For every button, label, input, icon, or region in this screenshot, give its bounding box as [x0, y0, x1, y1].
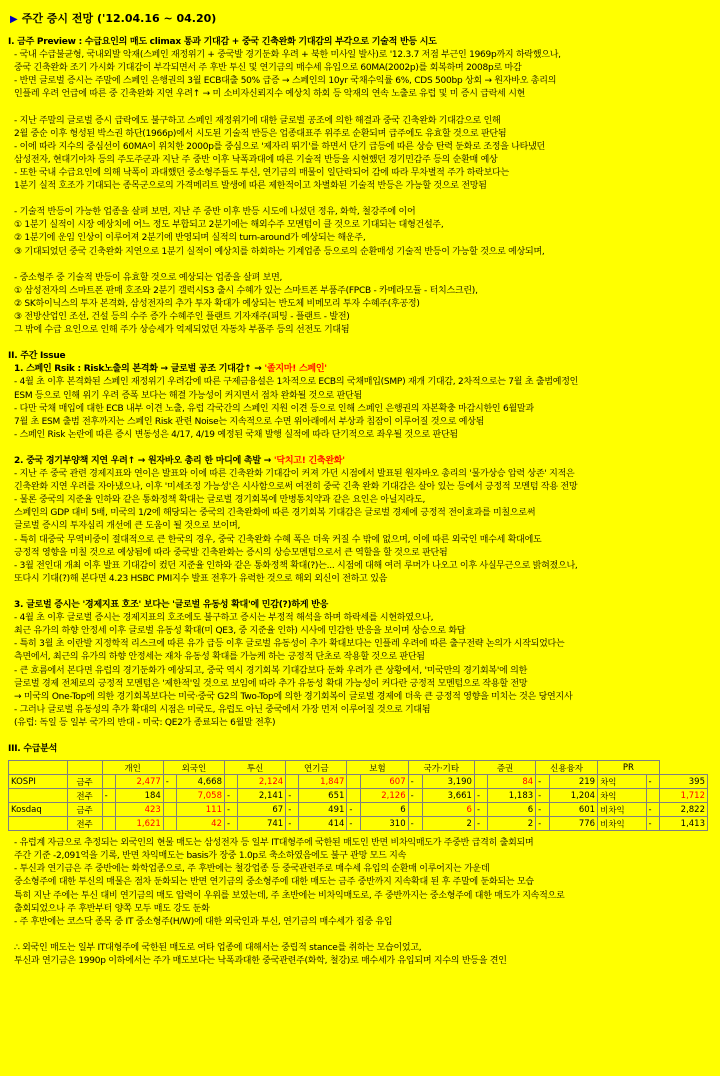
- issue-1-quote: '졸지마! 스페인': [264, 364, 327, 375]
- table-cell: 1,847: [299, 775, 347, 789]
- table-cell: -: [408, 775, 422, 789]
- table-cell: 84: [488, 775, 536, 789]
- text-line: 글로벌 증시의 투자심리 개선에 큰 도움이 될 것으로 보이며,: [14, 521, 241, 532]
- text-line: - 기술적 반등이 가능한 업종을 살펴 보면, 지난 주 중반 이후 반등 시도에 나섰던 정유, 화학, 철강주에 이어: [14, 207, 416, 218]
- table-cell: 개인: [102, 761, 163, 775]
- text-line: - 스페인 Risk 논란에 따른 증시 변동성은 4/17, 4/19 예정된 국채 발행 실적에 따라 단기적으로 좌우될 것으로 판단됨: [14, 429, 458, 440]
- table-cell: [286, 775, 299, 789]
- table-cell: -: [536, 775, 549, 789]
- table-cell: [163, 803, 176, 817]
- table-cell: -: [646, 803, 659, 817]
- table-cell: [163, 789, 176, 803]
- table-cell: 67: [238, 803, 286, 817]
- table-cell: 310: [360, 817, 408, 831]
- issue-1-title: 1. 스페인 Rsik : Risk노출의 본격화 → 글로벌 공조 기대감↑ → '졸지마! 스페인': [14, 364, 327, 375]
- text-line: 인플레 우려 언급에 따른 중 긴축완화 지연 우려↑ → 미 소비자신뢰지수 예상치 하회 등 악재의 연속 노출로 유럽 및 미 증시 급락세 시현: [14, 89, 526, 100]
- text-line: ② 1분기에 운임 인상이 이루어져 2분기에 반영되며 실적의 turn-around가 예상되는 해운주,: [14, 233, 366, 244]
- text-line: - 유럽계 자금으로 추정되는 외국인의 현물 매도는 삼성전자 등 일부 IT대형주에 국한된 매도인 반면 비차익매도가 주중반 급격히 출회되며: [14, 838, 534, 849]
- table-cell: 219: [549, 775, 598, 789]
- table-cell: -: [225, 803, 238, 817]
- text-line: ① 삼성전자의 스마트폰 판매 호조와 2분기 갤럭시S3 출시 수혜가 있는 스마트폰 부품주(FPCB - 카메라모듈 - 터치스크린),: [14, 285, 478, 296]
- table-cell: 111: [177, 803, 225, 817]
- text-line: 7월 초 ESM 출범 전후까지는 스페인 Risk 관련 Noise는 지속적으로 수면 위아래에서 부상과 침잠이 이루어질 것으로 예상됨: [14, 416, 485, 427]
- text-line: - 그러나 글로벌 유동성의 추가 확대의 시점은 미국도, 유럽도 아닌 중국에서 가장 먼저 이루어질 것으로 기대됨: [14, 704, 431, 715]
- table-cell: 776: [549, 817, 598, 831]
- table-cell: 1,712: [659, 789, 707, 803]
- table-cell: -: [163, 775, 176, 789]
- table-cell: [9, 789, 68, 803]
- table-cell: 2,126: [360, 789, 408, 803]
- text-line: - 3월 전인대 개최 이후 발표 기대감이 컸던 지준율 인하와 같은 통화정책 확대(?)는... 시점에 대해 여러 루머가 나오고 이후 사실무근으로 밝혀졌으나,: [14, 560, 578, 571]
- section-2-header: II. 주간 Issue: [8, 351, 66, 362]
- table-cell: -: [286, 817, 299, 831]
- table-cell: 6: [360, 803, 408, 817]
- text-line: 그 밖에 수급 요인으로 인해 주가 상승세가 억제되었던 자동차 부품주 등의 선전도 기대됨: [14, 325, 350, 336]
- text-line: [8, 259, 710, 272]
- table-cell: [102, 803, 115, 817]
- table-cell: [347, 775, 360, 789]
- table-cell: 491: [299, 803, 347, 817]
- table-row: [9, 817, 708, 831]
- table-header-row: [9, 761, 708, 775]
- text-line: - 주 후반에는 코스닥 종목 중 IT 중소형주(H/W)에 대한 외국인과 투신, 연기금의 매수세가 집중 유입: [14, 916, 393, 927]
- table-cell: [9, 761, 68, 775]
- text-line: → 미국의 One-Top에 의한 경기회복보다는 미국·중국 G2의 Two-Top에 의한 경기회복이 글로벌 경제에 더욱 큰 긍정적 영향을 미치는 것은 당연지사: [14, 691, 573, 702]
- table-cell: 차익: [598, 775, 646, 789]
- table-cell: 2,822: [659, 803, 707, 817]
- table-cell: 2: [422, 817, 474, 831]
- text-line: 중국 긴축완화 조기 가시화 기대감이 부각되면서 주 후반 투신 및 연기금의 매수세 유입으로 60MA(2002p)를 회복하며 2008p로 마감: [14, 63, 522, 74]
- table-cell: 금주: [67, 803, 102, 817]
- text-line: ① 1분기 실적이 시장 예상치에 어느 정도 부합되고 2분기에는 해외수주 모멘텀이 클 것으로 기대되는 대형건설주,: [14, 220, 444, 231]
- issue-2-body: [8, 468, 710, 586]
- issue-3-body: [8, 612, 710, 730]
- text-line: - 지난 주말의 글로벌 증시 급락에도 불구하고 스페인 재정위기에 대한 글로벌 공조에 의한 해결과 중국 긴축완화 기대감으로 인해: [14, 115, 501, 126]
- table-cell: 2,124: [238, 775, 286, 789]
- text-line: 측면에서, 최근의 유가의 하향 안정세는 재차 유동성 확대를 가능케 하는 긍정적 단초로 작용할 것으로 판단됨: [14, 652, 425, 663]
- table-cell: -: [474, 789, 487, 803]
- text-line: 삼성전자, 현대기아차 등의 주도주군과 지난 주 중반 이후 낙폭과대에 따른 기술적 반등을 시현했던 경기민감주 등의 순환매 예상: [14, 154, 498, 165]
- table-cell: 1,204: [549, 789, 598, 803]
- text-line: - 특히 3월 초 이란발 지정학적 리스크에 따른 유가 급등 이후 글로벌 유동성이 추가 확대보다는 인플레 우려에 따른 출구전략 논의가 시작되었다는: [14, 639, 565, 650]
- text-line: - 투신과 연기금은 주 중반에는 화학업종으로, 주 후반에는 철강업종 등 중국관련주로 매수세 유입의 순환매 이루어지는 가운데: [14, 864, 490, 875]
- text-line: 주간 기준 -2,091억을 기록, 반면 차익매도는 basis가 장중 1.0p로 축소하였음에도 불구 관망 모드 지속: [14, 851, 407, 862]
- table-cell: 3,190: [422, 775, 474, 789]
- table-cell: [163, 817, 176, 831]
- table-cell: 42: [177, 817, 225, 831]
- table-cell: 395: [659, 775, 707, 789]
- text-line: - 국내 수급불균형, 국내외발 악재(스페인 재정위기 + 중국발 경기둔화 우려 + 북한 미사일 발사)로 '12.3.7 저점 부근인 1969p까지 하락했으나,: [14, 50, 561, 61]
- text-line: 또다시 기대(?)해 본다면 4.23 HSBC PMI지수 발표 전후가 유력한 것으로 해외 외신이 전하고 있음: [14, 573, 388, 584]
- table-cell: -: [102, 789, 115, 803]
- table-cell: 7,058: [177, 789, 225, 803]
- table-cell: 601: [549, 803, 598, 817]
- table-cell: -: [225, 789, 238, 803]
- text-line: 스페인의 GDP 대비 5배, 미국의 1/2에 해당되는 중국의 긴축완화에 따른 경기회복 기대감은 글로벌 경제에 긍정적 전이효과를 미칠으로써: [14, 508, 536, 519]
- table-cell: -: [646, 817, 659, 831]
- table-cell: -: [408, 789, 422, 803]
- table-cell: KOSPI: [9, 775, 68, 789]
- table-cell: 184: [115, 789, 163, 803]
- text-line: [8, 193, 710, 206]
- triangle-right-icon: ▶: [10, 14, 18, 25]
- table-cell: -: [286, 789, 299, 803]
- table-cell: 증권: [474, 761, 535, 775]
- text-line: ② SK하이닉스의 투자 본격화, 삼성전자의 추가 투자 확대가 예상되는 반도체 비메모리 투자 수혜주(후공정): [14, 298, 420, 309]
- table-cell: [646, 789, 659, 803]
- table-cell: [474, 775, 487, 789]
- section-1-body: [8, 49, 710, 337]
- table-cell: [102, 775, 115, 789]
- text-line: - 물론 중국의 지준율 인하와 같은 통화정책 확대는 글로벌 경기회복에 만병통치약과 같은 요인은 아닐지라도,: [14, 495, 426, 506]
- text-line: - 4월 초 이후 본격화된 스페인 재정위기 우려감에 따른 구제금융설은 1차적으로 ECB의 국채매입(SMP) 재개 기대감, 2차적으로는 7월 초 출범예정인: [14, 377, 579, 388]
- table-cell: 414: [299, 817, 347, 831]
- table-cell: Kosdaq: [9, 803, 68, 817]
- table-cell: 2,477: [115, 775, 163, 789]
- text-line: - 반면 글로벌 증시는 주말에 스페인 은행권의 3월 ECB대출 50% 급증 → 스페인의 10yr 국채수익률 6%, CDS 500bp 상회 → 원자바오 총리의: [14, 76, 557, 87]
- table-cell: 전주: [67, 817, 102, 831]
- text-line: (유럽: 독일 등 일부 국가의 반대 - 미국: QE2가 종료되는 6월말 전후): [14, 717, 276, 728]
- table-cell: -: [474, 803, 487, 817]
- table-cell: -: [286, 803, 299, 817]
- table-cell: 2,141: [238, 789, 286, 803]
- table-cell: 비차익: [598, 817, 646, 831]
- table-cell: [102, 817, 115, 831]
- table-row: [9, 789, 708, 803]
- text-line: ③ 기대되었던 중국 긴축완화 지연으로 1분기 실적이 예상치를 하회하는 기계업종 등으로의 순환매성 기술적 반등이 가능할 것으로 예상되며,: [14, 246, 545, 257]
- table-cell: -: [225, 817, 238, 831]
- table-cell: 3,661: [422, 789, 474, 803]
- table-cell: 1,413: [659, 817, 707, 831]
- page-title-text: 주간 증시 전망 ('12.04.16 ~ 04.20): [21, 12, 217, 25]
- section-3-header: III. 수급분석: [8, 744, 58, 755]
- table-cell: -: [536, 817, 549, 831]
- table-cell: 741: [238, 817, 286, 831]
- table-cell: 651: [299, 789, 347, 803]
- table-cell: -: [536, 789, 549, 803]
- table-cell: 신용융자: [536, 761, 598, 775]
- issue-2-quote: '닥치고! 긴축완화': [273, 456, 345, 466]
- table-cell: [225, 775, 238, 789]
- text-line: - 중소형주 중 기술적 반등이 유효할 것으로 예상되는 업종을 살펴 보면,: [14, 272, 283, 283]
- table-cell: -: [347, 803, 360, 817]
- table-cell: 보험: [347, 761, 408, 775]
- table-cell: 금주: [67, 775, 102, 789]
- text-line: 중소형주에 대한 투신의 매물은 점차 둔화되는 반면 연기금의 중소형주에 대한 매도는 금주 중반까지 지속확대 된 후 주말에 둔화되는 모습: [14, 877, 534, 888]
- table-cell: 비차익: [598, 803, 646, 817]
- text-line: - 큰 흐름에서 본다면 유럽의 경기둔화가 예상되고, 중국 역시 경기회복 기대감보다 둔화 우려가 큰 상황에서, '미국만의 경기회복'에 의한: [14, 665, 528, 676]
- text-line: - 4월 초 이후 글로벌 증시는 경제지표의 호조에도 불구하고 증시는 부정적 해석을 하며 하락세를 시현하였으나,: [14, 613, 434, 624]
- text-line: 최근 유가의 하향 안정세 이후 글로벌 유동성 확대(미 QE3, 중 지준율 인하) 시사에 민감한 반응을 보이며 상승으로 화답: [14, 626, 466, 637]
- text-line: - 다만 국채 매입에 대한 ECB 내부 이견 노출, 유럽 각국간의 스페인 지원 이견 등으로 인해 스페인 은행권의 자본확충 마감시한인 6월말과: [14, 403, 534, 414]
- table-cell: 6: [488, 803, 536, 817]
- table-row: [9, 775, 708, 789]
- text-line: ③ 전방산업인 조선, 건설 등의 수주 증가 수혜주인 플랜트 기자재주(피팅 - 플랜트 - 발전): [14, 311, 350, 322]
- table-cell: 투신: [225, 761, 286, 775]
- table-cell: [9, 817, 68, 831]
- issue-3-title: 3. 글로벌 증시는 '경제지표 호조' 보다는 '글로벌 유동성 확대'에 민감(?)하게 반응: [14, 600, 329, 611]
- table-cell: -: [536, 803, 549, 817]
- page-title: [10, 10, 710, 26]
- table-cell: 외국인: [163, 761, 224, 775]
- text-line: 출회되었으나 주 후반부터 양쪽 모두 매도 강도 둔화: [14, 903, 210, 914]
- text-line: 1분기 실적 호조가 기대되는 종목군으로의 가격메리트 발생에 따른 제한적이고 차별화된 기술적 반등은 가능할 것으로 전망됨: [14, 181, 487, 192]
- text-line: 글로벌 경제 전체로의 긍정적 모멘텀은 '제한적'일 것으로 보임에 따라 추가 유동성 확대 가능성이 커다란 긍정적 모멘텀으로 작용할 전망: [14, 678, 528, 689]
- supply-demand-table: [8, 760, 708, 831]
- table-cell: 국가·기타: [408, 761, 474, 775]
- table-cell: 차익: [598, 789, 646, 803]
- text-line: - 지난 주 중국 관련 경제지표와 연이은 발표와 이에 따른 긴축완화 기대감이 커져 가던 시점에서 발표된 원자바오 총리의 '물가상승 압력 상존' 지적은: [14, 469, 575, 480]
- text-line: ∴ 외국인 매도는 일부 IT대형주에 국한된 매도로 여타 업종에 대해서는 중립적 stance를 취하는 모습이었고,: [14, 942, 422, 953]
- table-cell: -: [474, 817, 487, 831]
- table-cell: PR: [598, 761, 660, 775]
- text-line: 특히 지난 주에는 투신 대비 연기금의 매도 압력이 우위를 보였는데, 주 초반에는 비차익매도로, 주 중반까지는 중소형주에 대한 매도가 지속적으로: [14, 890, 565, 901]
- table-cell: [347, 789, 360, 803]
- text-line: [8, 101, 710, 114]
- table-cell: -: [646, 775, 659, 789]
- text-line: - 특히 대중국 무역비중이 절대적으로 큰 한국의 경우, 중국 긴축완화 수혜 폭은 더욱 커질 수 밖에 없으며, 이에 따른 외국인 매수세 확대에도: [14, 534, 542, 545]
- table-cell: -: [408, 817, 422, 831]
- issue-2-title: 2. 중국 경기부양책 지연 우려↑ → 원자바오 총리 한 마디에 촉발 → '닥치고! 긴축완화': [14, 456, 345, 466]
- text-line: 긍정적 영향을 미칠 것으로 예상됨에 따라 중국발 긴축완화는 증시의 상승모멘텀으로서 큰 역할을 할 것으로 판단됨: [14, 547, 448, 558]
- table-cell: 전주: [67, 789, 102, 803]
- text-line: 2월 중순 이후 형성된 박스권 하단(1966p)에서 시도된 기술적 반등은 업종대표주 위주로 순환되며 급주에도 유효할 것으로 판단됨: [14, 128, 507, 139]
- table-cell: 423: [115, 803, 163, 817]
- text-line: - 이에 따라 지수의 중심선이 60MA이 위치한 2000p를 중심으로 '제자리 뛰기'를 하면서 단기 급등에 따른 상승 탄력 둔화로 조정을 나타냈던: [14, 141, 545, 152]
- text-line: - 또한 국내 수급요인에 의해 낙폭이 과대했던 중소형주들도 투신, 연기금의 매물이 일단락되어 감에 따라 무차별적 주가 하락보다는: [14, 167, 509, 178]
- table-cell: 연기금: [286, 761, 347, 775]
- text-line: 투신과 연기금은 1990p 이하에서는 주가 매도보다는 낙폭과대한 중국관련주(화학, 철강)로 매수세가 유입되며 지수의 반등을 견인: [14, 956, 507, 966]
- table-cell: 1,183: [488, 789, 536, 803]
- table-cell: 6: [422, 803, 474, 817]
- table-cell: 1,621: [115, 817, 163, 831]
- issue-1-body: [8, 376, 710, 441]
- table-cell: [67, 761, 102, 775]
- table-cell: [408, 803, 422, 817]
- table-row: [9, 803, 708, 817]
- section-3-body: [8, 837, 710, 968]
- table-cell: -: [347, 817, 360, 831]
- text-line: ESM 등으로 인해 위기 우려 증폭 보다는 해결 가능성이 커지면서 점차 완화될 것으로 판단됨: [14, 390, 362, 401]
- table-cell: 2: [488, 817, 536, 831]
- section-1-header: I. 금주 Preview : 수급요인의 매도 climax 통과 기대감 + 중국 긴축완화 기대감의 부각으로 기술적 반등 시도: [8, 37, 437, 47]
- table-cell: 607: [360, 775, 408, 789]
- text-line: [8, 929, 710, 942]
- table-cell: 4,668: [177, 775, 225, 789]
- text-line: 긴축완화 지연 우려를 자아냈으나, 이후 '미세조정 가능성'은 시사함으로써 여전히 중국 긴축 완화 기대감은 살아 있는 등에서 긍정적 모멘텀 작용 전망: [14, 482, 578, 493]
